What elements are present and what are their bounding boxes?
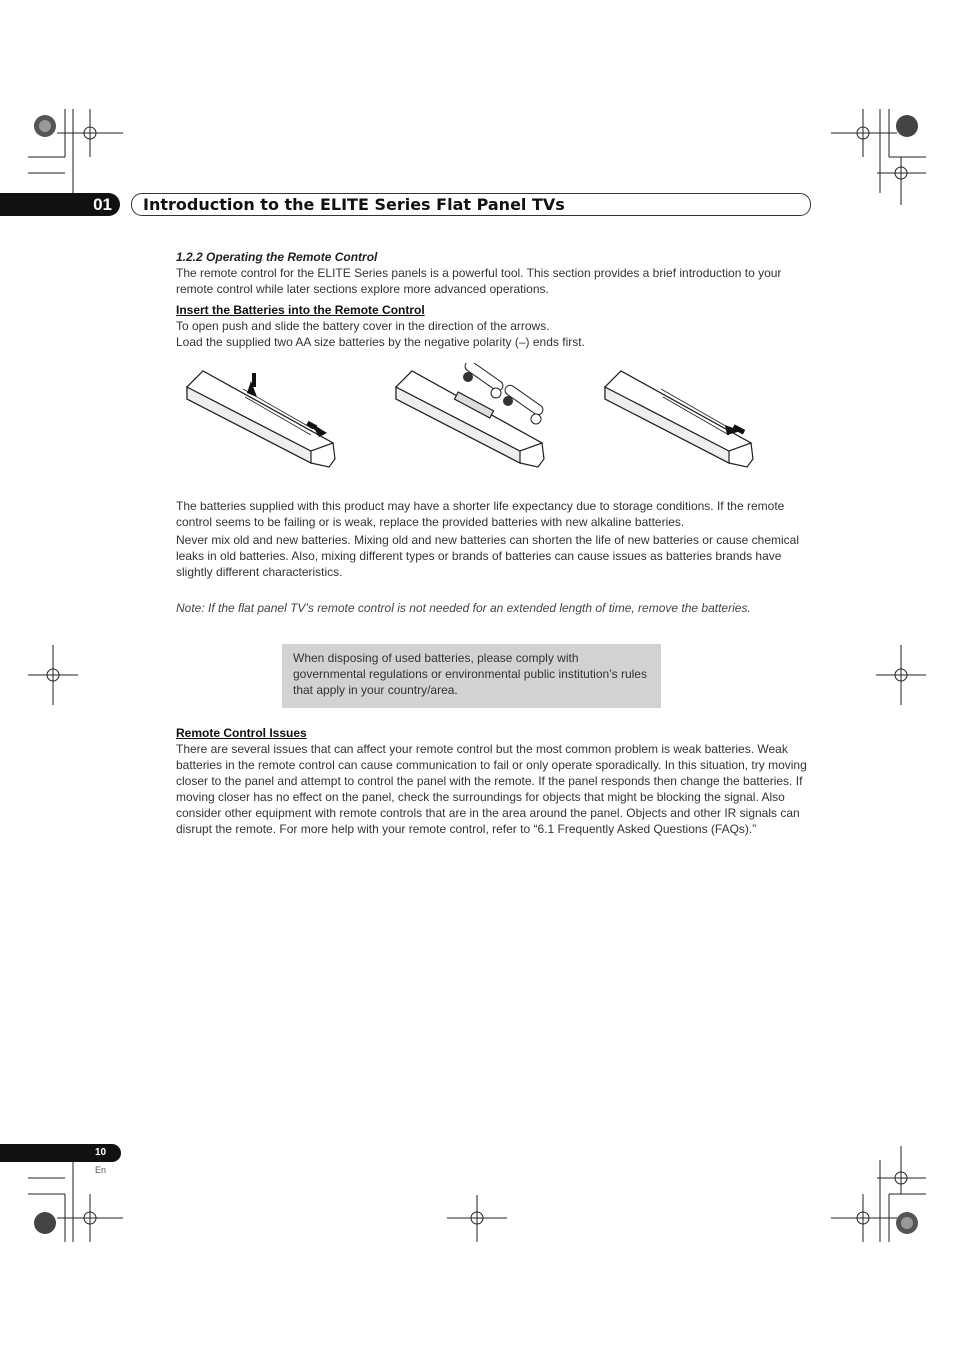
page-number: 10 [95,1147,107,1158]
chapter-number-tab [0,193,120,216]
batteries-para1: The batteries supplied with this product may have a shorter life expectancy due to storage conditions. If the remote control seems to be failing or is weak, replace the provided batteries with new alkaline batteries. [176,499,785,529]
chapter-title: Introduction to the ELITE Series Flat Panel TVs [143,195,565,214]
batteries-line2: Load the supplied two AA size batteries by the negative polarity (–) ends first. [176,335,585,349]
remote-close-cover-illustration [601,363,761,473]
batteries-block [176,302,810,350]
page-number-tab [0,1144,121,1162]
batteries-para2: Never mix old and new batteries. Mixing old and new batteries can shorten the life of new batteries or cause chemical leaks in old batteries. Also, mixing different types or brands of batteries can cause issues as batteries brands have slightly different characteristics. [176,533,799,579]
issues-body: There are several issues that can affect your remote control but the most common problem is weak batteries. Weak batteries in the remote control can cause communication to fail or only operate sporadically. In this situation, try moving closer to the panel and attempt to control the panel with the remote. If the panel responds then change the batteries. If moving closer has no effect on the panel, check the surroundings for objects that might be blocking the signal. Also consider other equipment with remote controls that are in the area around the panel. Objects and other IR signals can disrupt the remote. For more help with your remote control, refer to “6.1 Frequently Asked Questions (FAQs).” [176,742,807,836]
page-language: En [95,1165,107,1175]
chapter-number: 01 [93,195,112,214]
remote-push-cover-illustration [183,363,343,473]
issues-block [176,725,810,837]
batteries-info-block [176,498,810,616]
section-title: 1.2.2 Operating the Remote Control [176,250,378,264]
batteries-heading: Insert the Batteries into the Remote Control [176,303,425,317]
batteries-line1: To open push and slide the battery cover in the direction of the arrows. [176,319,550,333]
issues-heading: Remote Control Issues [176,726,307,740]
remote-load-batteries-illustration [392,363,552,473]
section-intro: The remote control for the ELITE Series panels is a powerful tool. This section provides a brief introduction to your remote control while later sections explore more advanced operations. [176,266,782,296]
disposal-callout-text: When disposing of used batteries, please comply with governmental regulations or environmental public institution’s rules that apply in your country/area. [293,651,647,697]
batteries-note: Note: If the flat panel TV’s remote control is not needed for an extended length of time, remove the batteries. [176,601,751,615]
section-intro-block [176,249,810,297]
disposal-callout [282,644,661,708]
